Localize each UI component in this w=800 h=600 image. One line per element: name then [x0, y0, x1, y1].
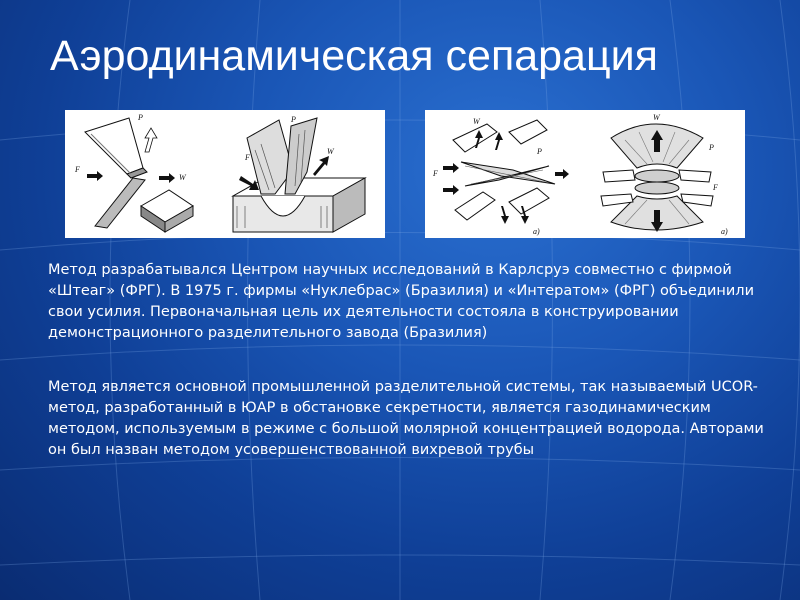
label-p: P	[138, 113, 143, 122]
label-w: W	[653, 113, 660, 122]
label-w: W	[473, 117, 480, 126]
label-w: W	[327, 147, 334, 156]
body-paragraph-2: Метод является основной промышленной разделительной системы, так называемый UCOR-метод, разработанный в ЮАР в обстановке секретности, является газодинамическим методом, используемым в режиме с большой молярной концентрацией водорода. Авторами он был назван методом усовершенствованной вихревой трубы	[48, 379, 764, 458]
label-p: P	[709, 143, 714, 152]
body-paragraph-1: Метод разрабатывался Центром научных исследований в Карлсруэ совместно с фирмой «Штеаг» (ФРГ). В 1975 г. фирмы «Нуклебрас» (Бразилия) и «Интератом» (ФРГ) объединили свои усилия. Первоначальная цель их деятельности состояла в конструировании демонстрационного разделительного завода (Бразилия)	[48, 262, 754, 341]
label-p: P	[291, 115, 296, 124]
label-a: a)	[533, 227, 540, 236]
nozzle-diagram-left	[65, 110, 385, 238]
nozzle-diagram-right	[425, 110, 745, 238]
label-f: F	[713, 183, 718, 192]
label-f: F	[245, 153, 250, 162]
label-f: F	[75, 165, 80, 174]
label-w: W	[179, 173, 186, 182]
label-p: P	[537, 147, 542, 156]
slide-title: Аэродинамическая сепарация	[50, 32, 658, 80]
label-f: F	[433, 169, 438, 178]
label-a: a)	[721, 227, 728, 236]
